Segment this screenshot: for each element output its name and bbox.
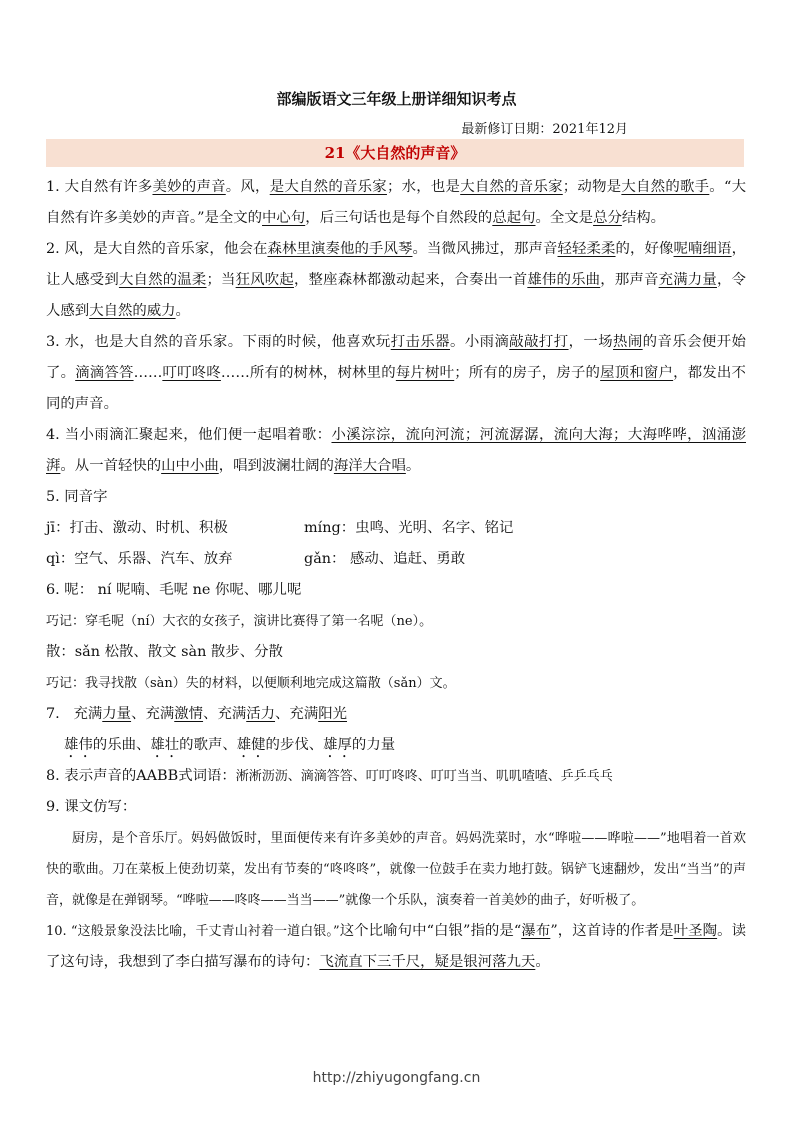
key-term: 总分 (593, 210, 622, 226)
key-term: 总起句 (492, 210, 536, 226)
page-title: 部编版语文三年级上册详细知识考点 (276, 90, 517, 108)
text: 8. 表示声音的AABB式词语： (46, 768, 236, 784)
homophone-gan: gǎn： 感动、追赶、勇敢 (304, 551, 466, 567)
item-6-line-2: 散：sǎn 松散、散文 sàn 散步、分散 (46, 644, 283, 660)
item-3 (46, 327, 746, 420)
text: ……所有的树林，树林里的 (220, 365, 396, 381)
aabb-words: 淅淅沥沥、滴滴答答、叮叮咚咚、叮叮当当、叽叽喳喳、乒乒乓乓 (235, 769, 613, 784)
text: ；所有的房子，房子的 (454, 365, 601, 381)
text: 、充满 (203, 706, 247, 722)
revision-date: 最新修订日期：2021年12月 (461, 122, 628, 137)
text: ，让人感受到 (46, 241, 746, 288)
text: 的歌声、 (179, 737, 237, 753)
item-9-heading: 9. 课文仿写： (46, 799, 137, 815)
text: 的力量 (351, 737, 396, 753)
text: 的，好像 (615, 241, 674, 257)
footer-url: http://zhiyugongfang.cn (312, 1070, 481, 1086)
key-term: 力量 (102, 706, 132, 722)
key-term: 充满力量 (658, 272, 717, 288)
key-term: 飞流直下三千尺，疑是银河落九天 (319, 954, 536, 970)
text: 这个比喻句中“白银”指的是“ (339, 923, 522, 939)
item-4 (46, 420, 746, 482)
key-term: 叮叮咚咚 (162, 365, 221, 381)
item-6-line-1: 6. 呢： ní 呢喃、毛呢 ne 你呢、哪儿呢 (46, 582, 302, 598)
homophone-ming: míng：虫鸣、光明、名字、铭记 (304, 520, 514, 536)
content-body (46, 172, 746, 978)
key-term: 轻轻柔柔 (557, 241, 616, 257)
text: ；动物是 (562, 179, 622, 195)
key-term: 瀑布 (521, 923, 551, 939)
key-term: 热闹 (613, 334, 643, 350)
key-term: 每片树叶 (395, 365, 455, 381)
text: 。小雨滴 (450, 334, 510, 350)
memory-tip-2: 巧记：我寻找散（sàn）失的材料，以便顺利地完成这篇散（sǎn）文。 (46, 676, 456, 691)
text: 、充满 (275, 706, 319, 722)
homophone-row-2 (46, 544, 746, 575)
key-term: 雄壮 (150, 737, 180, 753)
key-term: 大自然的歌手 (621, 179, 710, 195)
homophone-ji: jī：打击、激动、时机、积极 (46, 520, 228, 536)
item-8 (46, 761, 746, 792)
text: 。 (175, 303, 190, 319)
key-term: 雄健 (236, 737, 266, 753)
text: 。全文是 (535, 210, 594, 226)
key-term: 阳光 (318, 706, 348, 722)
key-term: 敲敲打打 (509, 334, 569, 350)
text: 。读了这句诗，我想到了李白描写瀑布的诗句： (46, 923, 746, 970)
text: 2. 风，是大自然的音乐家，他会在 (46, 241, 268, 257)
text: 充满 (73, 706, 103, 722)
key-term: 中心句 (262, 210, 306, 226)
text: 、充满 (131, 706, 175, 722)
key-term: 雄厚 (323, 737, 352, 753)
key-term: 雄伟的乐曲 (527, 272, 601, 288)
homophone-row-1 (46, 513, 746, 544)
text: 的乐曲、 (92, 737, 151, 753)
key-term: 激情 (174, 706, 204, 722)
key-term: 是大自然的音乐家 (269, 179, 387, 195)
key-term: 大自然的温柔 (118, 272, 207, 288)
text: ，令人感到 (46, 272, 746, 319)
quote: 10. “这般景象没法比喻，千丈青山衬着一道白银。” (46, 924, 340, 939)
text: ，唱到波澜壮阔的 (218, 458, 334, 474)
text: ，那声音 (600, 272, 659, 288)
lesson-banner: 21《大自然的声音》 (46, 139, 744, 167)
key-term: 呢喃细语 (673, 241, 732, 257)
item-5-heading: 5. 同音字 (46, 489, 108, 505)
text: 。从一首轻快的 (60, 458, 162, 474)
key-term: 美妙的声音 (152, 179, 226, 195)
key-term: 屋顶和窗户 (600, 365, 674, 381)
text: 3. 水，也是大自然的音乐家。下雨的时候，他喜欢玩 (46, 334, 391, 350)
item-number: 7. (46, 706, 60, 722)
item-7-line-2 (46, 730, 746, 761)
key-term: 雄伟 (64, 737, 93, 753)
key-term: 森林里演奏他的手风琴 (267, 241, 413, 257)
memory-tip-1: 巧记：穿毛呢（ní）大衣的女孩子，演讲比赛得了第一名呢（ne）。 (46, 614, 433, 629)
text: ，后三句话也是每个自然段的 (305, 210, 493, 226)
text: 。 (405, 458, 421, 474)
text: ，都发出不同的声音。 (46, 365, 746, 412)
key-term: 活力 (246, 706, 276, 722)
key-term: 打击乐器 (390, 334, 450, 350)
key-term: 狂风吹起 (235, 272, 294, 288)
text: 的音乐会便开始了。 (46, 334, 746, 381)
text: 。当微风拂过，那声音 (412, 241, 558, 257)
text: ，整座森林都激动起来，合奏出一首 (293, 272, 528, 288)
text: ；水，也是 (386, 179, 461, 195)
homophone-qi: qì：空气、乐器、汽车、放弃 (46, 551, 233, 567)
imitation-paragraph: 厨房，是个音乐厅。妈妈做饭时，里面便传来有许多美妙的声音。妈妈洗菜时，水“哗啦——哗啦——”地唱着一首欢快的歌曲。刀在菜板上使劲切菜，发出有节奏的“咚咚咚”，就像一位鼓手在卖力地打鼓。锅铲飞速翻炒，发出“当当”的声音，就像是在弹钢琴。“哗啦——咚咚——当当——”就像一个乐队，演奏着一首美妙的曲子，好听极了。 (46, 831, 746, 908)
text: …… (133, 365, 163, 381)
text: 的步伐、 (265, 737, 324, 753)
text: ，一场 (568, 334, 614, 350)
key-term: 滴滴答答 (75, 365, 134, 381)
key-term: 小溪淙淙，流向河流；河流潺潺，流向大海；大海哗哗，汹涌澎湃 (46, 427, 746, 474)
item-10 (46, 916, 746, 978)
key-term: 叶圣陶 (673, 923, 718, 939)
item-7-line-1 (46, 699, 746, 730)
text: 1. 大自然有许多 (46, 179, 153, 195)
text: 结构。 (621, 210, 666, 226)
key-term: 海洋大合唱 (333, 458, 406, 474)
item-2 (46, 234, 746, 327)
text: 。“大自然有许多美妙的声音。”是全文的 (46, 179, 746, 226)
key-term: 山中小曲 (161, 458, 219, 474)
text: ；当 (206, 272, 236, 288)
key-term: 大自然的音乐家 (460, 179, 563, 195)
text: 。风， (225, 179, 270, 195)
text: ”，这首诗的作者是 (550, 923, 674, 939)
key-term: 大自然的威力 (89, 303, 176, 319)
item-1 (46, 172, 746, 234)
text: 。 (535, 954, 550, 970)
text: 4. 当小雨滴汇聚起来，他们便一起唱着歌： (46, 427, 332, 443)
